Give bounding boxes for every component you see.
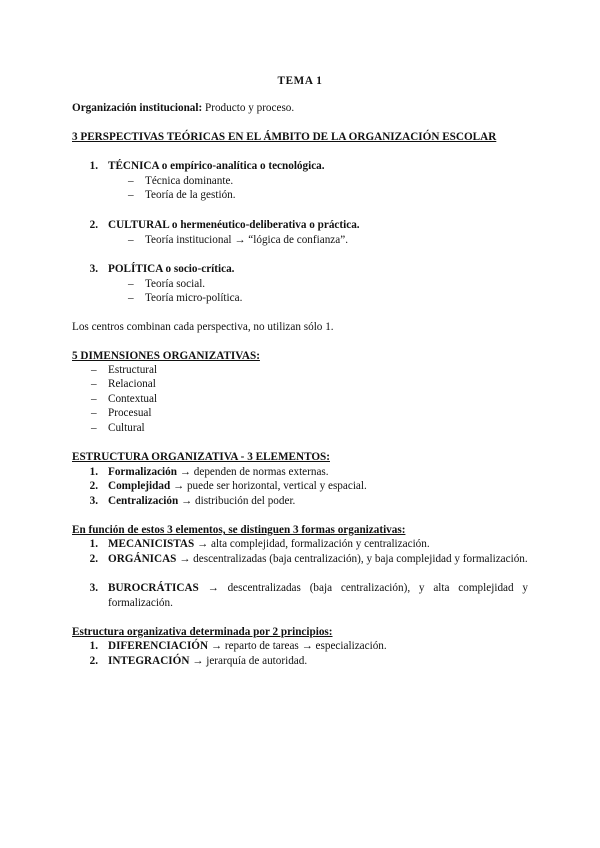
principle-item <box>108 654 307 669</box>
structure-heading: ESTRUCTURA ORGANIZATIVA - 3 ELEMENTOS: <box>72 451 330 463</box>
principle-item-label: DIFERENCIACIÓN <box>108 640 209 652</box>
principle-item-label: INTEGRACIÓN <box>108 655 190 667</box>
structure-item <box>108 465 329 480</box>
bullet-dash: – <box>128 278 134 290</box>
intro-text: Producto y proceso. <box>202 102 295 114</box>
bullet-dash: – <box>91 407 97 419</box>
perspective-1-sub-2: Teoría de la gestión. <box>145 189 236 201</box>
page-title: TEMA 1 <box>277 75 323 87</box>
principle-item-text: → reparto de tareas → especialización. <box>208 640 387 652</box>
dimension-item: Relacional <box>108 378 156 390</box>
form-item-number: 3. <box>89 582 98 594</box>
intro-label: Organización institucional: <box>72 102 203 114</box>
form-item-label: MECANICISTAS <box>108 538 195 550</box>
form-item-text: → alta complejidad, formalización y centralización. <box>194 538 430 550</box>
form-item-text: → descentralizadas (baja centralización), y baja complejidad y formalización. <box>176 553 528 565</box>
perspectives-note: Los centros combinan cada perspectiva, no utilizan sólo 1. <box>72 321 334 333</box>
perspectives-heading: 3 PERSPECTIVAS TEÓRICAS EN EL ÁMBITO DE LA ORGANIZACIÓN ESCOLAR <box>72 131 497 143</box>
principle-item-text: → jerarquía de autoridad. <box>189 655 308 667</box>
dimensions-heading: 5 DIMENSIONES ORGANIZATIVAS: <box>72 350 260 362</box>
form-item <box>108 552 528 567</box>
perspective-2-number: 2. <box>89 219 98 231</box>
form-item <box>108 581 528 610</box>
principle-item-number: 2. <box>89 655 98 667</box>
perspective-2-label: CULTURAL o hermenéutico-deliberativa o práctica. <box>108 219 360 231</box>
structure-item-label: Complejidad <box>108 480 171 492</box>
dimension-item: Procesual <box>108 407 152 419</box>
structure-item-number: 3. <box>89 495 98 507</box>
dimension-item: Cultural <box>108 422 145 434</box>
structure-item-text: → dependen de normas externas. <box>176 466 329 478</box>
perspective-3-sub-2: Teoría micro-política. <box>145 292 243 304</box>
bullet-dash: – <box>91 364 97 376</box>
structure-item <box>108 479 367 494</box>
forms-heading: En función de estos 3 elementos, se distinguen 3 formas organizativas: <box>72 524 406 536</box>
perspective-3-number: 3. <box>89 263 98 275</box>
bullet-dash: – <box>128 175 134 187</box>
structure-item-label: Formalización <box>108 466 177 478</box>
form-item-label: ORGÁNICAS <box>108 553 177 565</box>
bullet-dash: – <box>91 422 97 434</box>
structure-item-text: → distribución del poder. <box>178 495 296 507</box>
structure-item-text: → puede ser horizontal, vertical y espacial. <box>170 480 367 492</box>
form-item-text: → descentralizadas (baja centralización), y alta complejidad y formalización. <box>108 582 528 609</box>
perspective-3-label: POLÍTICA o socio-crítica. <box>108 263 235 275</box>
bullet-dash: – <box>128 292 134 304</box>
principle-item-number: 1. <box>89 640 98 652</box>
form-item-number: 2. <box>89 553 98 565</box>
structure-item <box>108 494 295 509</box>
principles-heading: Estructura organizativa determinada por 2 principios: <box>72 626 333 638</box>
perspective-1-sub-1: Técnica dominante. <box>145 175 234 187</box>
perspective-1-number: 1. <box>89 160 98 172</box>
form-item-label: BUROCRÁTICAS <box>108 582 199 594</box>
structure-item-number: 1. <box>89 466 98 478</box>
form-item-number: 1. <box>89 538 98 550</box>
bullet-dash: – <box>91 378 97 390</box>
perspective-1-label: TÉCNICA o empírico-analítica o tecnológica. <box>108 160 325 172</box>
bullet-dash: – <box>128 189 134 201</box>
bullet-dash: – <box>128 234 134 246</box>
perspective-2-sub-1: Teoría institucional → “lógica de confianza”. <box>145 234 348 246</box>
principle-item <box>108 639 387 654</box>
structure-item-number: 2. <box>89 480 98 492</box>
structure-item-label: Centralización <box>108 495 179 507</box>
dimension-item: Contextual <box>108 393 158 405</box>
bullet-dash: – <box>91 393 97 405</box>
perspective-3-sub-1: Teoría social. <box>145 278 206 290</box>
dimension-item: Estructural <box>108 364 158 376</box>
intro-line <box>72 101 294 116</box>
form-item <box>108 537 430 552</box>
